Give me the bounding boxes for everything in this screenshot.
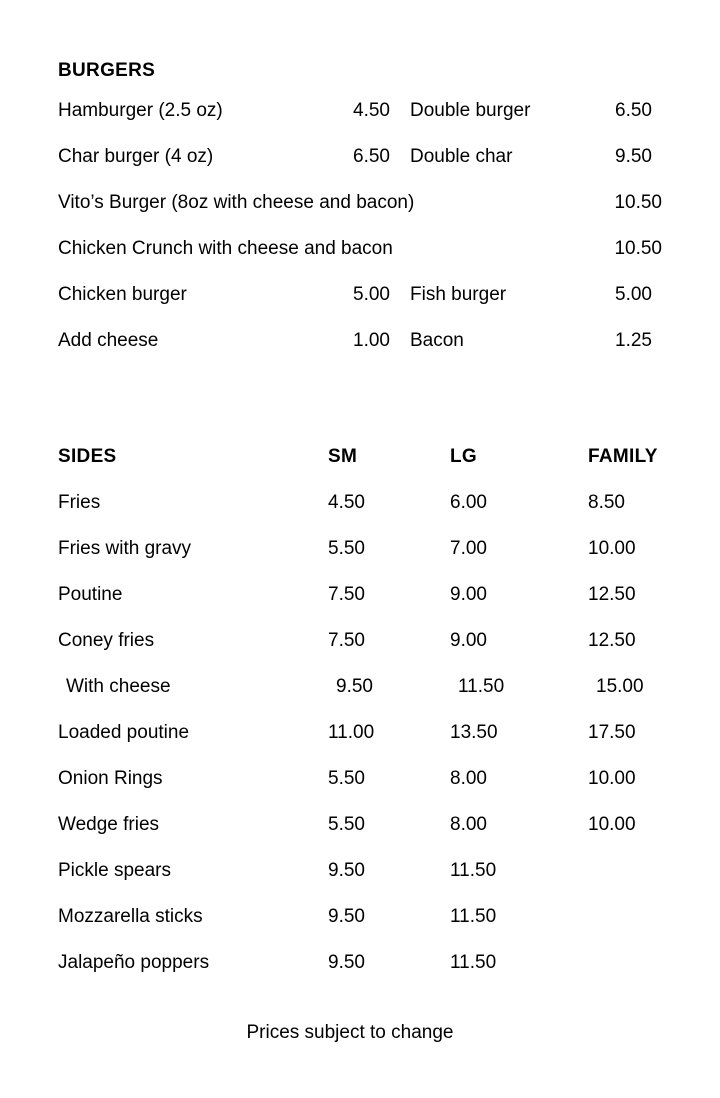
- item-name: Fries with gravy: [58, 538, 192, 559]
- item-name: Poutine: [58, 584, 123, 605]
- menu-row: [58, 492, 662, 538]
- price-lg: 11.50: [450, 952, 497, 973]
- price-lg: 8.00: [450, 768, 487, 789]
- price-sm: 5.50: [328, 814, 365, 835]
- price-lg: 8.00: [450, 814, 487, 835]
- price-family: 12.50: [588, 630, 636, 651]
- price-lg: 7.00: [450, 538, 487, 559]
- price-family: 12.50: [588, 584, 636, 605]
- price-sm: 5.50: [328, 538, 365, 559]
- sides-heading: SIDES: [58, 446, 117, 467]
- item-name-secondary: Fish burger: [410, 284, 507, 305]
- price-sm: 7.50: [328, 584, 365, 605]
- item-price: 10.50: [614, 238, 662, 259]
- item-price-secondary: 1.25: [615, 330, 652, 351]
- item-name: Add cheese: [58, 330, 159, 351]
- price-sm: 4.50: [328, 492, 365, 513]
- menu-row: [58, 238, 662, 284]
- menu-row: [58, 584, 662, 630]
- price-lg: 9.00: [450, 584, 487, 605]
- price-lg: 11.50: [450, 860, 497, 881]
- item-name: Char burger (4 oz): [58, 146, 214, 167]
- item-name-secondary: Double burger: [410, 100, 531, 121]
- item-name: Vito’s Burger (8oz with cheese and bacon): [58, 192, 415, 213]
- price-family: 10.00: [588, 768, 636, 789]
- column-header-lg: LG: [450, 446, 477, 467]
- menu-row: [58, 100, 662, 146]
- menu-row: [58, 676, 662, 722]
- item-price: 5.00: [353, 284, 390, 305]
- burgers-heading: BURGERS: [58, 60, 156, 81]
- menu-row: [58, 284, 662, 330]
- price-family: 17.50: [588, 722, 636, 743]
- menu-row: [58, 146, 662, 192]
- price-sm: 5.50: [328, 768, 365, 789]
- item-name: Chicken Crunch with cheese and bacon: [58, 238, 393, 259]
- price-disclaimer: Prices subject to change: [246, 1022, 454, 1043]
- item-price-secondary: 5.00: [615, 284, 652, 305]
- menu-row: [58, 192, 662, 238]
- menu-row: [58, 330, 662, 376]
- menu-row: [58, 952, 662, 998]
- menu-row: [58, 814, 662, 860]
- item-name: Jalapeño poppers: [58, 952, 210, 973]
- column-header-sm: SM: [328, 446, 358, 467]
- menu-row: [58, 538, 662, 584]
- menu-row: [58, 630, 662, 676]
- item-price: 6.50: [353, 146, 390, 167]
- item-price: 10.50: [614, 192, 662, 213]
- item-price: 4.50: [353, 100, 390, 121]
- menu-row: [58, 722, 662, 768]
- sides-header-row: [58, 446, 662, 492]
- item-name-secondary: Bacon: [410, 330, 464, 351]
- burgers-section: [58, 60, 662, 376]
- price-family: 10.00: [588, 538, 636, 559]
- item-name: With cheese: [66, 676, 171, 697]
- price-sm: 9.50: [328, 952, 365, 973]
- menu-row: [58, 768, 662, 814]
- item-name: Wedge fries: [58, 814, 160, 835]
- price-lg: 6.00: [450, 492, 487, 513]
- price-family: 8.50: [588, 492, 625, 513]
- price-lg: 11.50: [450, 906, 497, 927]
- item-name: Pickle spears: [58, 860, 171, 881]
- item-price: 1.00: [353, 330, 390, 351]
- price-sm: 11.00: [328, 722, 375, 743]
- item-name: Hamburger (2.5 oz): [58, 100, 223, 121]
- price-sm: 9.50: [336, 676, 373, 697]
- price-lg: 13.50: [450, 722, 498, 743]
- menu-row: [58, 860, 662, 906]
- price-lg: 9.00: [450, 630, 487, 651]
- item-name: Mozzarella sticks: [58, 906, 203, 927]
- item-name: Fries: [58, 492, 101, 513]
- burgers-list: [58, 100, 662, 376]
- column-header-family: FAMILY: [588, 446, 658, 467]
- sides-section: [58, 446, 662, 998]
- price-lg: 11.50: [458, 676, 505, 697]
- item-name-secondary: Double char: [410, 146, 513, 167]
- price-family: 15.00: [596, 676, 644, 697]
- menu-row: [58, 906, 662, 952]
- item-name: Onion Rings: [58, 768, 163, 789]
- price-sm: 9.50: [328, 860, 365, 881]
- item-price-secondary: 6.50: [615, 100, 652, 121]
- price-family: 10.00: [588, 814, 636, 835]
- price-sm: 7.50: [328, 630, 365, 651]
- item-name: Chicken burger: [58, 284, 187, 305]
- item-name: Loaded poutine: [58, 722, 190, 743]
- item-name: Coney fries: [58, 630, 155, 651]
- item-price-secondary: 9.50: [615, 146, 652, 167]
- price-sm: 9.50: [328, 906, 365, 927]
